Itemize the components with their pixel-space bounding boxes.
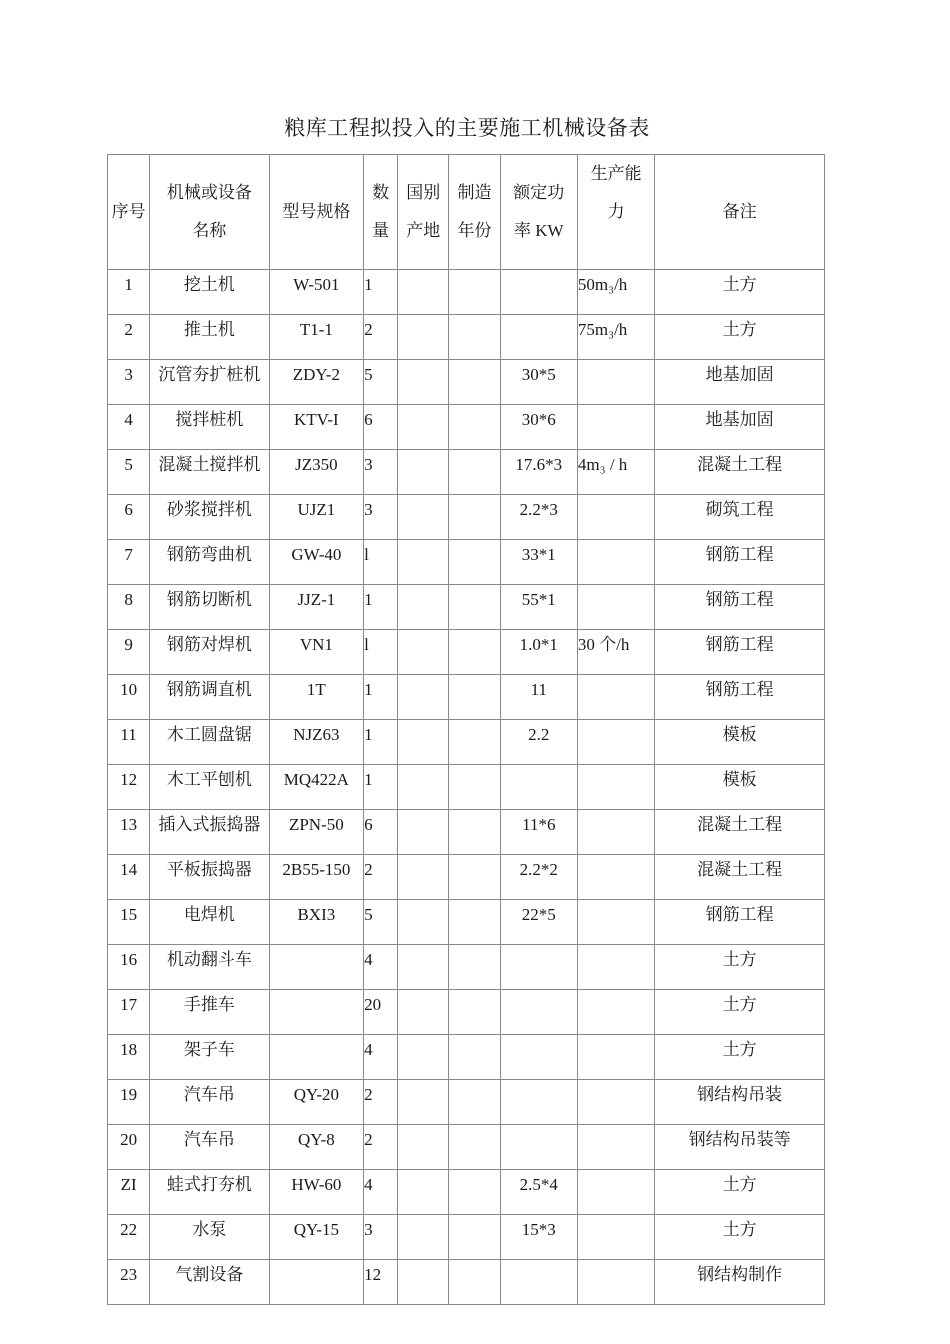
cell-note: 钢结构制作 — [655, 1260, 825, 1305]
cell-power — [500, 1080, 577, 1125]
cell-seq: 12 — [108, 765, 150, 810]
cell-note: 砌筑工程 — [655, 495, 825, 540]
cell-power: 55*1 — [500, 585, 577, 630]
cell-seq: 4 — [108, 405, 150, 450]
cell-year — [449, 360, 500, 405]
cell-power — [500, 945, 577, 990]
table-row — [108, 810, 825, 855]
cell-power: 2.2*3 — [500, 495, 577, 540]
table-row — [108, 720, 825, 765]
cell-note: 混凝土工程 — [655, 450, 825, 495]
table-row — [108, 675, 825, 720]
cell-seq: 6 — [108, 495, 150, 540]
cell-power: 1.0*1 — [500, 630, 577, 675]
table-row — [108, 540, 825, 585]
header-capacity — [577, 155, 654, 270]
header-power-line1: 额定功 — [513, 183, 565, 202]
cell-year — [449, 630, 500, 675]
table-row — [108, 585, 825, 630]
cell-origin — [398, 990, 449, 1035]
cell-power: 22*5 — [500, 900, 577, 945]
cell-qty: 12 — [364, 1260, 398, 1305]
cell-qty: 2 — [364, 1125, 398, 1170]
header-name — [150, 155, 270, 270]
table-row — [108, 855, 825, 900]
table-row — [108, 405, 825, 450]
cell-qty: 1 — [364, 675, 398, 720]
cell-model — [269, 945, 363, 990]
cell-qty: 1 — [364, 585, 398, 630]
cell-qty: 5 — [364, 900, 398, 945]
cell-origin — [398, 675, 449, 720]
cell-capacity — [577, 720, 654, 765]
cell-capacity — [577, 1035, 654, 1080]
cell-model — [269, 1260, 363, 1305]
header-model: 型号规格 — [269, 155, 363, 270]
cell-name: 钢筋对焊机 — [150, 630, 270, 675]
cell-model — [269, 1035, 363, 1080]
cell-year — [449, 585, 500, 630]
cell-seq: 22 — [108, 1215, 150, 1260]
cell-note: 土方 — [655, 270, 825, 315]
cell-power — [500, 1125, 577, 1170]
cell-seq: 19 — [108, 1080, 150, 1125]
cell-seq: 23 — [108, 1260, 150, 1305]
cell-note: 钢筋工程 — [655, 540, 825, 585]
cell-origin — [398, 720, 449, 765]
cell-note: 地基加固 — [655, 405, 825, 450]
cell-model: QY-8 — [269, 1125, 363, 1170]
cell-qty: 4 — [364, 1170, 398, 1215]
table-row — [108, 1170, 825, 1215]
cell-model: MQ422A — [269, 765, 363, 810]
cell-seq: 14 — [108, 855, 150, 900]
cell-note: 钢结构吊装 — [655, 1080, 825, 1125]
cell-note: 地基加固 — [655, 360, 825, 405]
cell-year — [449, 315, 500, 360]
cell-note: 土方 — [655, 990, 825, 1035]
cell-capacity — [577, 1125, 654, 1170]
cell-origin — [398, 1125, 449, 1170]
cell-year — [449, 990, 500, 1035]
header-seq: 序号 — [108, 155, 150, 270]
cell-year — [449, 810, 500, 855]
table-row — [108, 270, 825, 315]
cell-seq: 10 — [108, 675, 150, 720]
cell-seq: 16 — [108, 945, 150, 990]
cell-origin — [398, 270, 449, 315]
cell-capacity — [577, 495, 654, 540]
cell-origin — [398, 1215, 449, 1260]
cell-capacity — [577, 1260, 654, 1305]
cell-model: BXI3 — [269, 900, 363, 945]
cell-model: VN1 — [269, 630, 363, 675]
table-row — [108, 945, 825, 990]
cell-origin — [398, 1170, 449, 1215]
cell-power: 2.2 — [500, 720, 577, 765]
cell-origin — [398, 810, 449, 855]
cell-seq: 7 — [108, 540, 150, 585]
header-power-line2: 率 KW — [513, 221, 564, 240]
cell-qty: 20 — [364, 990, 398, 1035]
cell-seq: 9 — [108, 630, 150, 675]
cell-name: 机动翻斗车 — [150, 945, 270, 990]
table-row — [108, 990, 825, 1035]
cell-name: 木工平刨机 — [150, 765, 270, 810]
header-year — [449, 155, 500, 270]
cell-model: JZ350 — [269, 450, 363, 495]
header-name-line2: 名称 — [192, 221, 227, 240]
cell-year — [449, 1215, 500, 1260]
cell-origin — [398, 495, 449, 540]
table-row — [108, 630, 825, 675]
cell-power — [500, 1260, 577, 1305]
cell-year — [449, 270, 500, 315]
cell-power: 11*6 — [500, 810, 577, 855]
cell-origin — [398, 315, 449, 360]
cell-power: 17.6*3 — [500, 450, 577, 495]
cell-seq: 13 — [108, 810, 150, 855]
cell-year — [449, 945, 500, 990]
cell-model: NJZ63 — [269, 720, 363, 765]
table-header-row — [108, 155, 825, 270]
header-power — [500, 155, 577, 270]
cell-note: 模板 — [655, 720, 825, 765]
cell-year — [449, 765, 500, 810]
cell-power: 33*1 — [500, 540, 577, 585]
cell-year — [449, 495, 500, 540]
cell-model: 2B55-150 — [269, 855, 363, 900]
cell-note: 钢筋工程 — [655, 630, 825, 675]
cell-model: QY-20 — [269, 1080, 363, 1125]
cell-name: 汽车吊 — [150, 1080, 270, 1125]
cell-origin — [398, 405, 449, 450]
cell-model: T1-1 — [269, 315, 363, 360]
cell-year — [449, 1035, 500, 1080]
cell-name: 插入式振捣器 — [150, 810, 270, 855]
cell-qty: 4 — [364, 945, 398, 990]
cell-capacity — [577, 1170, 654, 1215]
cell-year — [449, 540, 500, 585]
header-qty-line1: 数 — [372, 183, 390, 202]
table-row — [108, 1215, 825, 1260]
table-row — [108, 1260, 825, 1305]
cell-name: 钢筋弯曲机 — [150, 540, 270, 585]
cell-seq: 17 — [108, 990, 150, 1035]
cell-note: 土方 — [655, 1035, 825, 1080]
cell-power — [500, 990, 577, 1035]
cell-note: 钢筋工程 — [655, 900, 825, 945]
cell-year — [449, 405, 500, 450]
cell-year — [449, 1170, 500, 1215]
cell-seq: 5 — [108, 450, 150, 495]
cell-capacity: 50m₃/h — [577, 270, 654, 315]
cell-qty: 6 — [364, 810, 398, 855]
cell-note: 土方 — [655, 1215, 825, 1260]
cell-name: 混凝土搅拌机 — [150, 450, 270, 495]
cell-capacity: 75m₃/h — [577, 315, 654, 360]
cell-year — [449, 720, 500, 765]
table-row — [108, 450, 825, 495]
cell-capacity: 30 个/h — [577, 630, 654, 675]
table-row — [108, 1035, 825, 1080]
cell-qty: 5 — [364, 360, 398, 405]
header-note: 备注 — [655, 155, 825, 270]
cell-seq: 8 — [108, 585, 150, 630]
table-row — [108, 360, 825, 405]
cell-capacity: 4m₃ / h — [577, 450, 654, 495]
header-capacity-line2: 力 — [607, 202, 625, 221]
cell-power: 30*5 — [500, 360, 577, 405]
cell-name: 钢筋调直机 — [150, 675, 270, 720]
cell-origin — [398, 450, 449, 495]
cell-name: 挖土机 — [150, 270, 270, 315]
cell-name: 蛙式打夯机 — [150, 1170, 270, 1215]
cell-model: KTV-I — [269, 405, 363, 450]
table-row — [108, 1125, 825, 1170]
document-title: 粮库工程拟投入的主要施工机械设备表 — [284, 116, 650, 140]
cell-model: 1T — [269, 675, 363, 720]
cell-power: 2.5*4 — [500, 1170, 577, 1215]
cell-capacity — [577, 360, 654, 405]
cell-qty: 1 — [364, 720, 398, 765]
header-name-line1: 机械或设备 — [166, 183, 252, 202]
header-qty — [364, 155, 398, 270]
header-year-line2: 年份 — [457, 221, 492, 240]
cell-power — [500, 270, 577, 315]
cell-qty: 2 — [364, 315, 398, 360]
cell-seq: ZI — [108, 1170, 150, 1215]
cell-power: 30*6 — [500, 405, 577, 450]
cell-power — [500, 765, 577, 810]
cell-capacity — [577, 945, 654, 990]
cell-qty: 1 — [364, 765, 398, 810]
cell-name: 砂浆搅拌机 — [150, 495, 270, 540]
cell-qty: 4 — [364, 1035, 398, 1080]
cell-name: 气割设备 — [150, 1260, 270, 1305]
cell-origin — [398, 945, 449, 990]
cell-name: 平板振捣器 — [150, 855, 270, 900]
cell-qty: 6 — [364, 405, 398, 450]
cell-origin — [398, 765, 449, 810]
table-row — [108, 765, 825, 810]
cell-name: 木工圆盘锯 — [150, 720, 270, 765]
cell-year — [449, 1260, 500, 1305]
cell-model: GW-40 — [269, 540, 363, 585]
cell-note: 混凝土工程 — [655, 855, 825, 900]
cell-qty: 2 — [364, 1080, 398, 1125]
cell-seq: 3 — [108, 360, 150, 405]
cell-seq: 2 — [108, 315, 150, 360]
cell-capacity — [577, 1080, 654, 1125]
table-row — [108, 315, 825, 360]
cell-note: 混凝土工程 — [655, 810, 825, 855]
cell-origin — [398, 1080, 449, 1125]
cell-note: 钢筋工程 — [655, 675, 825, 720]
cell-qty: l — [364, 540, 398, 585]
table-row — [108, 900, 825, 945]
cell-qty: 2 — [364, 855, 398, 900]
cell-name: 水泵 — [150, 1215, 270, 1260]
cell-qty: 3 — [364, 1215, 398, 1260]
cell-power — [500, 315, 577, 360]
cell-model: ZPN-50 — [269, 810, 363, 855]
cell-qty: l — [364, 630, 398, 675]
cell-qty: 3 — [364, 495, 398, 540]
cell-year — [449, 675, 500, 720]
cell-note: 土方 — [655, 945, 825, 990]
table-row — [108, 1080, 825, 1125]
cell-name: 手推车 — [150, 990, 270, 1035]
cell-name: 架子车 — [150, 1035, 270, 1080]
cell-power: 11 — [500, 675, 577, 720]
cell-capacity — [577, 405, 654, 450]
cell-origin — [398, 1035, 449, 1080]
cell-note: 模板 — [655, 765, 825, 810]
cell-power — [500, 1035, 577, 1080]
cell-power: 15*3 — [500, 1215, 577, 1260]
cell-name: 沉管夯扩桩机 — [150, 360, 270, 405]
cell-seq: 18 — [108, 1035, 150, 1080]
cell-model: ZDY-2 — [269, 360, 363, 405]
header-capacity-line1: 生产能 — [590, 164, 642, 183]
cell-origin — [398, 540, 449, 585]
cell-power: 2.2*2 — [500, 855, 577, 900]
header-origin — [398, 155, 449, 270]
cell-capacity — [577, 900, 654, 945]
cell-capacity — [577, 675, 654, 720]
equipment-table — [107, 154, 825, 1305]
cell-seq: 11 — [108, 720, 150, 765]
cell-capacity — [577, 990, 654, 1035]
cell-year — [449, 1125, 500, 1170]
cell-capacity — [577, 810, 654, 855]
cell-capacity — [577, 1215, 654, 1260]
cell-origin — [398, 360, 449, 405]
cell-model: HW-60 — [269, 1170, 363, 1215]
cell-name: 电焊机 — [150, 900, 270, 945]
cell-name: 搅拌桩机 — [150, 405, 270, 450]
cell-note: 土方 — [655, 315, 825, 360]
cell-note: 钢结构吊装等 — [655, 1125, 825, 1170]
cell-name: 钢筋切断机 — [150, 585, 270, 630]
header-origin-line2: 产地 — [406, 221, 441, 240]
cell-note: 钢筋工程 — [655, 585, 825, 630]
table-row — [108, 495, 825, 540]
header-qty-line2: 量 — [372, 221, 390, 240]
cell-capacity — [577, 855, 654, 900]
cell-model: JJZ-1 — [269, 585, 363, 630]
cell-model: UJZ1 — [269, 495, 363, 540]
cell-origin — [398, 900, 449, 945]
cell-seq: 1 — [108, 270, 150, 315]
cell-capacity — [577, 765, 654, 810]
cell-origin — [398, 585, 449, 630]
cell-name: 汽车吊 — [150, 1125, 270, 1170]
cell-seq: 20 — [108, 1125, 150, 1170]
header-origin-line1: 国别 — [406, 183, 441, 202]
cell-model — [269, 990, 363, 1035]
table-body — [108, 270, 825, 1305]
cell-origin — [398, 855, 449, 900]
cell-qty: 3 — [364, 450, 398, 495]
cell-year — [449, 1080, 500, 1125]
header-year-line1: 制造 — [457, 183, 492, 202]
cell-year — [449, 900, 500, 945]
cell-note: 土方 — [655, 1170, 825, 1215]
cell-model: W-501 — [269, 270, 363, 315]
cell-origin — [398, 1260, 449, 1305]
cell-qty: 1 — [364, 270, 398, 315]
cell-year — [449, 855, 500, 900]
cell-seq: 15 — [108, 900, 150, 945]
cell-year — [449, 450, 500, 495]
cell-capacity — [577, 540, 654, 585]
cell-name: 推土机 — [150, 315, 270, 360]
cell-capacity — [577, 585, 654, 630]
cell-origin — [398, 630, 449, 675]
cell-model: QY-15 — [269, 1215, 363, 1260]
